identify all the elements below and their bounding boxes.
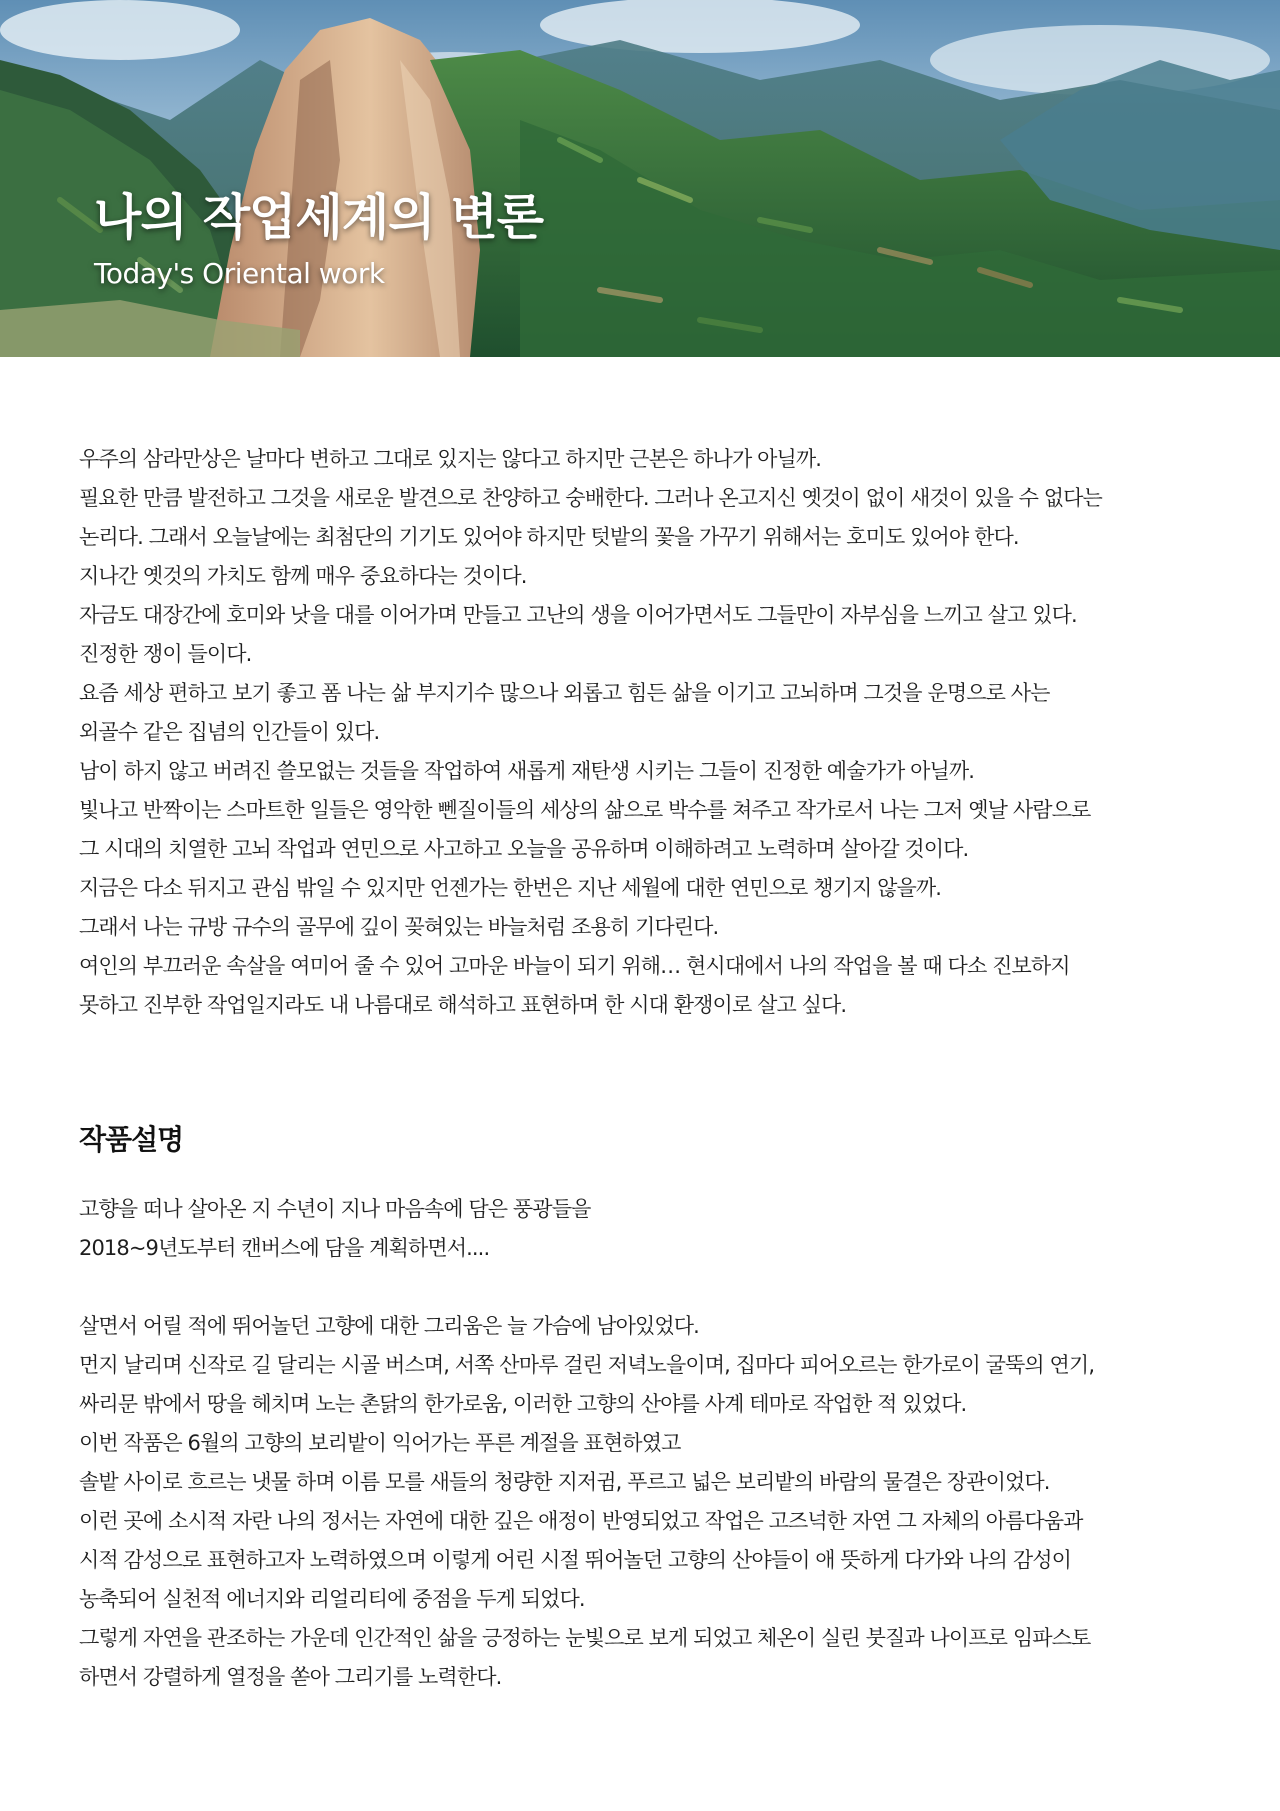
intro-paragraph bbox=[79, 440, 1209, 1025]
intro-line: 빛나고 반짝이는 스마트한 일들은 영악한 뻰질이들의 세상의 삶으로 박수를 쳐주고 작가로서 나는 그저 옛날 사람으로 bbox=[79, 798, 1091, 822]
description-line: 싸리문 밖에서 땅을 헤치며 노는 촌닭의 한가로움, 이러한 고향의 산야를 사계 테마로 작업한 적 있었다. bbox=[79, 1392, 967, 1416]
section-title: 작품설명 bbox=[79, 1123, 184, 1156]
hero-banner bbox=[0, 0, 1280, 357]
mountain-painting-icon bbox=[0, 0, 1280, 357]
description-line: 2018~9년도부터 캔버스에 담을 계획하면서.... bbox=[79, 1236, 490, 1260]
intro-line: 그 시대의 치열한 고뇌 작업과 연민으로 사고하고 오늘을 공유하며 이해하려고 노력하며 살아갈 것이다. bbox=[79, 837, 969, 861]
description-line: 솔밭 사이로 흐르는 냇물 하며 이름 모를 새들의 청량한 지저귐, 푸르고 넓은 보리밭의 바람의 물결은 장관이었다. bbox=[79, 1470, 1050, 1494]
description-line: 하면서 강렬하게 열정을 쏟아 그리기를 노력한다. bbox=[79, 1665, 502, 1689]
intro-line: 논리다. 그래서 오늘날에는 최첨단의 기기도 있어야 하지만 텃밭의 꽃을 가꾸기 위해서는 호미도 있어야 한다. bbox=[79, 525, 1019, 549]
page-subtitle: Today's Oriental work bbox=[94, 257, 385, 290]
description-line: 먼지 날리며 신작로 길 달리는 시골 버스며, 서쪽 산마루 걸린 저녁노을이며, 집마다 피어오르는 한가로이 굴뚝의 연기, bbox=[79, 1353, 1095, 1377]
description-spacer bbox=[79, 1268, 1209, 1307]
intro-line: 외골수 같은 집념의 인간들이 있다. bbox=[79, 720, 380, 744]
description-line: 이런 곳에 소시적 자란 나의 정서는 자연에 대한 깊은 애정이 반영되었고 작업은 고즈넉한 자연 그 자체의 아름다움과 bbox=[79, 1509, 1083, 1533]
intro-line: 진정한 쟁이 들이다. bbox=[79, 642, 252, 666]
page-title: 나의 작업세계의 변론 bbox=[94, 189, 544, 246]
intro-line: 요즘 세상 편하고 보기 좋고 폼 나는 삶 부지기수 많으나 외롭고 힘든 삶을 이기고 고뇌하며 그것을 운명으로 사는 bbox=[79, 681, 1050, 705]
description-paragraph bbox=[79, 1190, 1209, 1697]
intro-line: 지나간 옛것의 가치도 함께 매우 중요하다는 것이다. bbox=[79, 564, 527, 588]
intro-line: 못하고 진부한 작업일지라도 내 나름대로 해석하고 표현하며 한 시대 환쟁이로 살고 싶다. bbox=[79, 993, 847, 1017]
hero-text bbox=[94, 188, 543, 292]
description-line: 고향을 떠나 살아온 지 수년이 지나 마음속에 담은 풍광들을 bbox=[79, 1197, 591, 1221]
description-line: 그렇게 자연을 관조하는 가운데 인간적인 삶을 긍정하는 눈빛으로 보게 되었고 체온이 실린 붓질과 나이프로 임파스토 bbox=[79, 1626, 1091, 1650]
intro-line: 그래서 나는 규방 규수의 골무에 깊이 꽂혀있는 바늘처럼 조용히 기다린다. bbox=[79, 915, 719, 939]
description-line: 이번 작품은 6월의 고향의 보리밭이 익어가는 푸른 계절을 표현하였고 bbox=[79, 1431, 681, 1455]
description-line: 살면서 어릴 적에 뛰어놀던 고향에 대한 그리움은 늘 가슴에 남아있었다. bbox=[79, 1314, 699, 1338]
intro-line: 여인의 부끄러운 속살을 여미어 줄 수 있어 고마운 바늘이 되기 위해… 현시대에서 나의 작업을 볼 때 다소 진보하지 bbox=[79, 954, 1070, 978]
description-line: 농축되어 실천적 에너지와 리얼리티에 중점을 두게 되었다. bbox=[79, 1587, 585, 1611]
intro-line: 자금도 대장간에 호미와 낫을 대를 이어가며 만들고 고난의 생을 이어가면서도 그들만이 자부심을 느끼고 살고 있다. bbox=[79, 603, 1077, 627]
intro-line: 남이 하지 않고 버려진 쓸모없는 것들을 작업하여 새롭게 재탄생 시키는 그들이 진정한 예술가가 아닐까. bbox=[79, 759, 975, 783]
description-line: 시적 감성으로 표현하고자 노력하였으며 이렇게 어린 시절 뛰어놀던 고향의 산야들이 애 뜻하게 다가와 나의 감성이 bbox=[79, 1548, 1071, 1572]
intro-line: 필요한 만큼 발전하고 그것을 새로운 발견으로 찬양하고 숭배한다. 그러나 온고지신 옛것이 없이 새것이 있을 수 없다는 bbox=[79, 486, 1102, 510]
intro-line: 지금은 다소 뒤지고 관심 밖일 수 있지만 언젠가는 한번은 지난 세월에 대한 연민으로 챙기지 않을까. bbox=[79, 876, 942, 900]
intro-line: 우주의 삼라만상은 날마다 변하고 그대로 있지는 않다고 하지만 근본은 하나가 아닐까. bbox=[79, 447, 822, 471]
